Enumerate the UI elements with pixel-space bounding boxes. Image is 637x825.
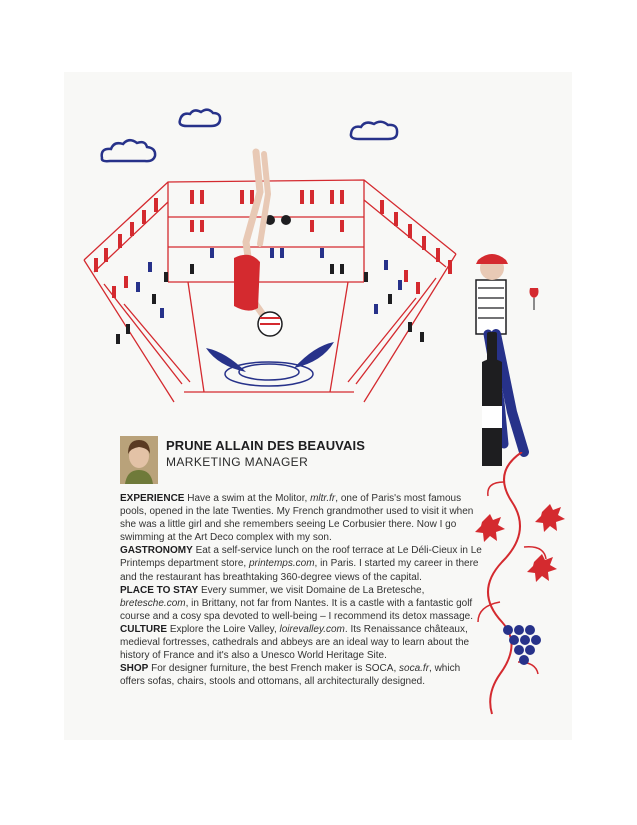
diver-figure <box>234 152 282 336</box>
leaf-icon <box>527 554 557 582</box>
section-text: , one of Paris's most famous pools, opened in the late Twenties. My French grandmother used to visit it when she was a little girl and she remembers seeing Le Corbusier there. Now I go swimming at the Art Deco complex with my son. <box>120 493 474 544</box>
section-text: . Its Renaissance châteaux, medieval fortresses, cathedrals and abbeys are an ideal way to learn about the history of France and it's also a Unesco World Heritage Site. <box>120 623 470 662</box>
article-body <box>120 492 482 688</box>
magazine-page <box>64 72 572 740</box>
leaf-icon <box>535 504 565 532</box>
section-label: PLACE TO STAY <box>120 584 199 596</box>
section-label: CULTURE <box>120 623 168 635</box>
avatar <box>120 436 158 484</box>
section-shop <box>120 662 482 688</box>
person-name: PRUNE ALLAIN DES BEAUVAIS <box>166 438 365 453</box>
section-link[interactable]: printemps.com <box>248 558 315 570</box>
profile-header <box>120 436 420 488</box>
section-text: Have a swim at the Molitor, <box>187 493 311 504</box>
section-culture <box>120 623 482 662</box>
cloud-icon <box>351 122 397 139</box>
cloud-icon <box>180 110 220 126</box>
cloud-icon <box>102 140 155 161</box>
section-text: , in Brittany, not far from Nantes. It is a castle with a fantastic golf course and a cosy spa devoted to well-being – I recommend its detox massage. <box>120 597 473 622</box>
section-link[interactable]: mltr.fr <box>310 493 336 504</box>
person-title: MARKETING MANAGER <box>166 455 309 469</box>
section-text: Every summer, we visit Domaine de La Bretesche, <box>200 584 425 596</box>
section-text: Eat a self-service lunch on the roof terrace at Le Déli-Cieux in Le Printemps department store, <box>120 545 482 570</box>
section-place-to-stay <box>120 584 482 623</box>
section-link[interactable]: soca.fr <box>399 663 430 675</box>
section-label: SHOP <box>120 663 149 675</box>
section-text: For designer furniture, the best French maker is SOCA, <box>151 663 400 675</box>
section-text: , which offers sofas, chairs, stools and ottomans, all architecturally designed. <box>120 663 461 688</box>
section-text: Explore the Loire Valley, <box>169 623 280 635</box>
section-link[interactable]: bretesche.com <box>120 597 186 609</box>
section-experience <box>120 492 482 544</box>
section-label: GASTRONOMY <box>120 545 193 557</box>
section-label: EXPERIENCE <box>120 493 185 504</box>
section-link[interactable]: loirevalley.com <box>279 623 345 635</box>
section-text: , in Paris. I started my career in there and the restaurant has breathtaking 360-degree views of the capital. <box>120 558 479 583</box>
section-gastronomy <box>120 544 482 583</box>
